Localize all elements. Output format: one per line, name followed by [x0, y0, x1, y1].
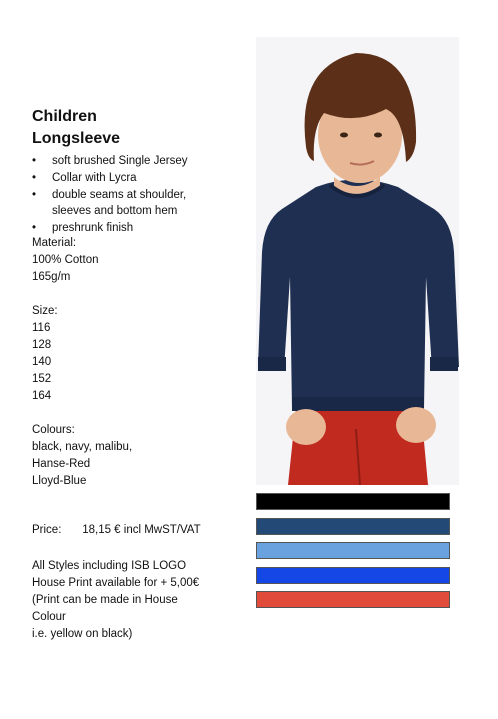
bullet-icon: • — [32, 222, 37, 234]
print-note-line: Colour — [32, 611, 66, 623]
bullet-icon: • — [32, 172, 37, 184]
size-value: 152 — [32, 373, 52, 385]
bullet-icon: • — [32, 155, 37, 167]
price-label: Price: — [32, 524, 62, 536]
print-note-line: All Styles including ISB LOGO — [32, 560, 187, 572]
product-photo — [256, 37, 459, 485]
feature-text: soft brushed Single Jersey — [52, 155, 188, 167]
feature-text: double seams at shoulder, — [52, 189, 187, 201]
material-weight: 165g/m — [32, 271, 71, 283]
print-note-line: i.e. yellow on black) — [32, 628, 133, 640]
feature-text: preshrunk finish — [52, 222, 134, 234]
colours-line: Lloyd-Blue — [32, 475, 87, 487]
material-section — [32, 235, 242, 286]
colours-line: Hanse-Red — [32, 458, 91, 470]
feature-text-continued: sleeves and bottom hem — [52, 205, 178, 217]
product-title-line-1: Children — [32, 108, 97, 125]
material-label: Material: — [32, 237, 77, 249]
product-title — [32, 106, 120, 150]
colours-label: Colours: — [32, 424, 75, 436]
swatch-malibu — [256, 542, 450, 559]
feature-item — [32, 187, 232, 219]
feature-item — [32, 220, 232, 236]
price-row — [32, 524, 201, 536]
feature-list — [32, 153, 232, 237]
colours-section — [32, 422, 242, 490]
size-label: Size: — [32, 305, 58, 317]
feature-item — [32, 153, 232, 169]
print-note — [32, 558, 242, 643]
size-value: 128 — [32, 339, 52, 351]
swatch-hanse-red — [256, 591, 450, 608]
bullet-icon: • — [32, 189, 37, 201]
colours-line: black, navy, malibu, — [32, 441, 133, 453]
swatch-navy — [256, 518, 450, 535]
print-note-line: House Print available for + 5,00€ — [32, 577, 200, 589]
print-note-line: (Print can be made in House — [32, 594, 178, 606]
price-value: 18,15 € incl MwST/VAT — [82, 524, 201, 536]
size-value: 164 — [32, 390, 52, 402]
child-model-illustration — [256, 37, 459, 485]
size-value: 116 — [32, 322, 51, 334]
size-value: 140 — [32, 356, 52, 368]
size-section — [32, 303, 242, 405]
feature-text: Collar with Lycra — [52, 172, 137, 184]
swatch-lloyd-blue — [256, 567, 450, 584]
swatch-black — [256, 493, 450, 510]
feature-item — [32, 170, 232, 186]
colour-swatches — [256, 493, 450, 616]
material-composition: 100% Cotton — [32, 254, 99, 266]
product-title-line-2: Longsleeve — [32, 130, 121, 147]
